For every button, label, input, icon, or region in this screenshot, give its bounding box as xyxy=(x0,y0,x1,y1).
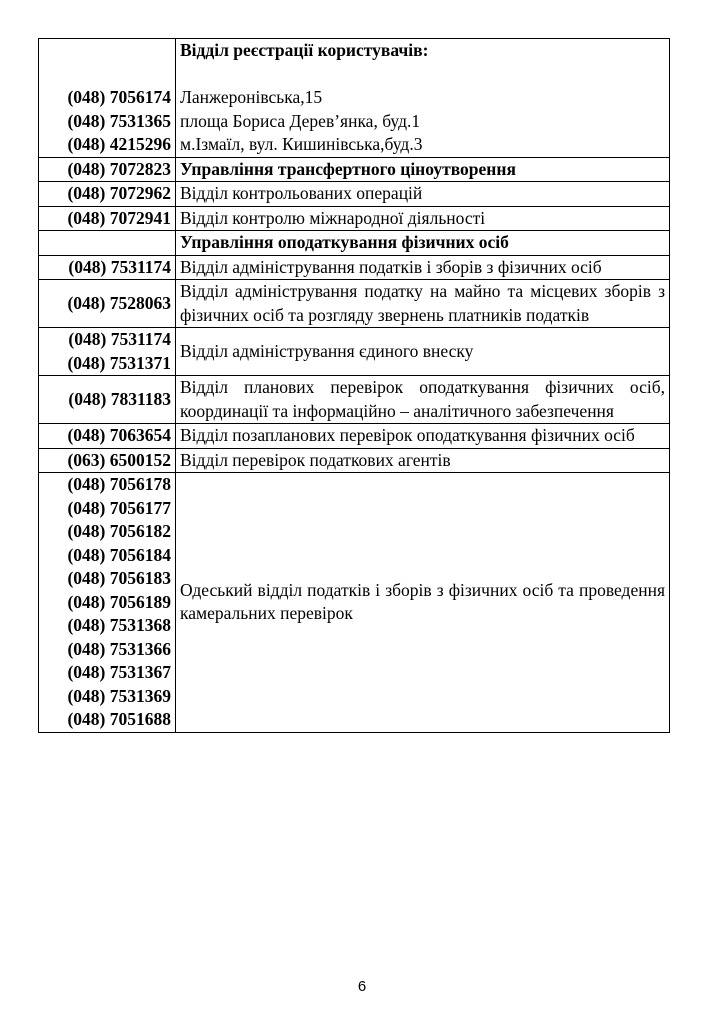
table-row xyxy=(39,206,670,231)
phone-number: (048) 7831183 xyxy=(39,376,176,424)
phone-number: (048) 7056189 xyxy=(67,591,171,612)
department-name: Відділ перевірок податкових агентів xyxy=(176,448,670,473)
table-row xyxy=(39,255,670,280)
table-row xyxy=(39,328,670,376)
department-name: Відділ позапланових перевірок оподаткування фізичних осіб xyxy=(176,424,670,449)
address-line: площа Бориса Дерев’янка, буд.1 xyxy=(180,110,421,131)
phone-number: (048) 7072823 xyxy=(39,157,176,182)
table-row xyxy=(39,182,670,207)
department-name: Відділ планових перевірок оподаткування фізичних осіб, координації та інформаційно – аналітичного забезпечення xyxy=(176,376,670,424)
table-row xyxy=(39,157,670,182)
phone-number: (063) 6500152 xyxy=(39,448,176,473)
department-name: Відділ контролю міжнародної діяльності xyxy=(176,206,670,231)
table-row xyxy=(39,473,670,733)
department-name: Відділ адміністрування податку на майно та місцевих зборів з фізичних осіб та розгляду звернень платників податків xyxy=(176,280,670,328)
department-heading: Управління трансфертного ціноутворення xyxy=(176,157,670,182)
address-line: м.Ізмаїл, вул. Кишинівська,буд.3 xyxy=(180,134,423,154)
department-name: Одеський відділ податків і зборів з фізичних осіб та проведення камеральних перевірок xyxy=(176,473,670,733)
phone-number xyxy=(39,231,176,256)
contacts-table xyxy=(38,38,670,733)
department-name: Відділ контрольованих операцій xyxy=(176,182,670,207)
page-number: 6 xyxy=(357,978,367,995)
phone-number: (048) 7531367 xyxy=(67,662,171,682)
spacer xyxy=(180,63,665,87)
phone-number: (048) 7531365 xyxy=(67,110,171,131)
phone-cell xyxy=(39,473,176,733)
phone-number: (048) 7531368 xyxy=(67,615,171,635)
phone-number: (048) 7056183 xyxy=(67,568,171,588)
department-cell xyxy=(176,39,670,158)
phone-number: (048) 7528063 xyxy=(39,280,176,328)
phone-number: (048) 7531369 xyxy=(67,685,171,706)
phone-number: (048) 7531174 xyxy=(68,329,171,349)
phone-number: (048) 7063654 xyxy=(39,424,176,449)
department-name: Відділ адміністрування податків і зборів з фізичних осіб xyxy=(176,255,670,280)
phone-number: (048) 7072962 xyxy=(39,182,176,207)
phone-number: (048) 7051688 xyxy=(67,709,171,729)
phone-number: (048) 4215296 xyxy=(67,134,171,154)
phone-number: (048) 7531174 xyxy=(39,255,176,280)
address-line: Ланжеронівська,15 xyxy=(180,87,323,107)
phone-number: (048) 7531366 xyxy=(67,638,171,659)
table-row xyxy=(39,231,670,256)
phone-number: (048) 7072941 xyxy=(39,206,176,231)
phone-number: (048) 7056177 xyxy=(67,497,171,518)
table-row xyxy=(39,376,670,424)
phone-number: (048) 7056184 xyxy=(67,544,171,565)
department-title: Відділ реєстрації користувачів: xyxy=(180,40,429,60)
phone-number: (048) 7056174 xyxy=(67,87,171,107)
phone-number: (048) 7056182 xyxy=(67,521,171,541)
department-heading: Управління оподаткування фізичних осіб xyxy=(176,231,670,256)
phone-cell xyxy=(39,328,176,376)
department-name: Відділ адміністрування єдиного внеску xyxy=(176,328,670,376)
table-row xyxy=(39,39,670,158)
table-row xyxy=(39,448,670,473)
phone-number: (048) 7531371 xyxy=(67,352,171,373)
phone-cell xyxy=(39,39,176,158)
phone-number: (048) 7056178 xyxy=(67,474,171,494)
table-row xyxy=(39,424,670,449)
table-row xyxy=(39,280,670,328)
